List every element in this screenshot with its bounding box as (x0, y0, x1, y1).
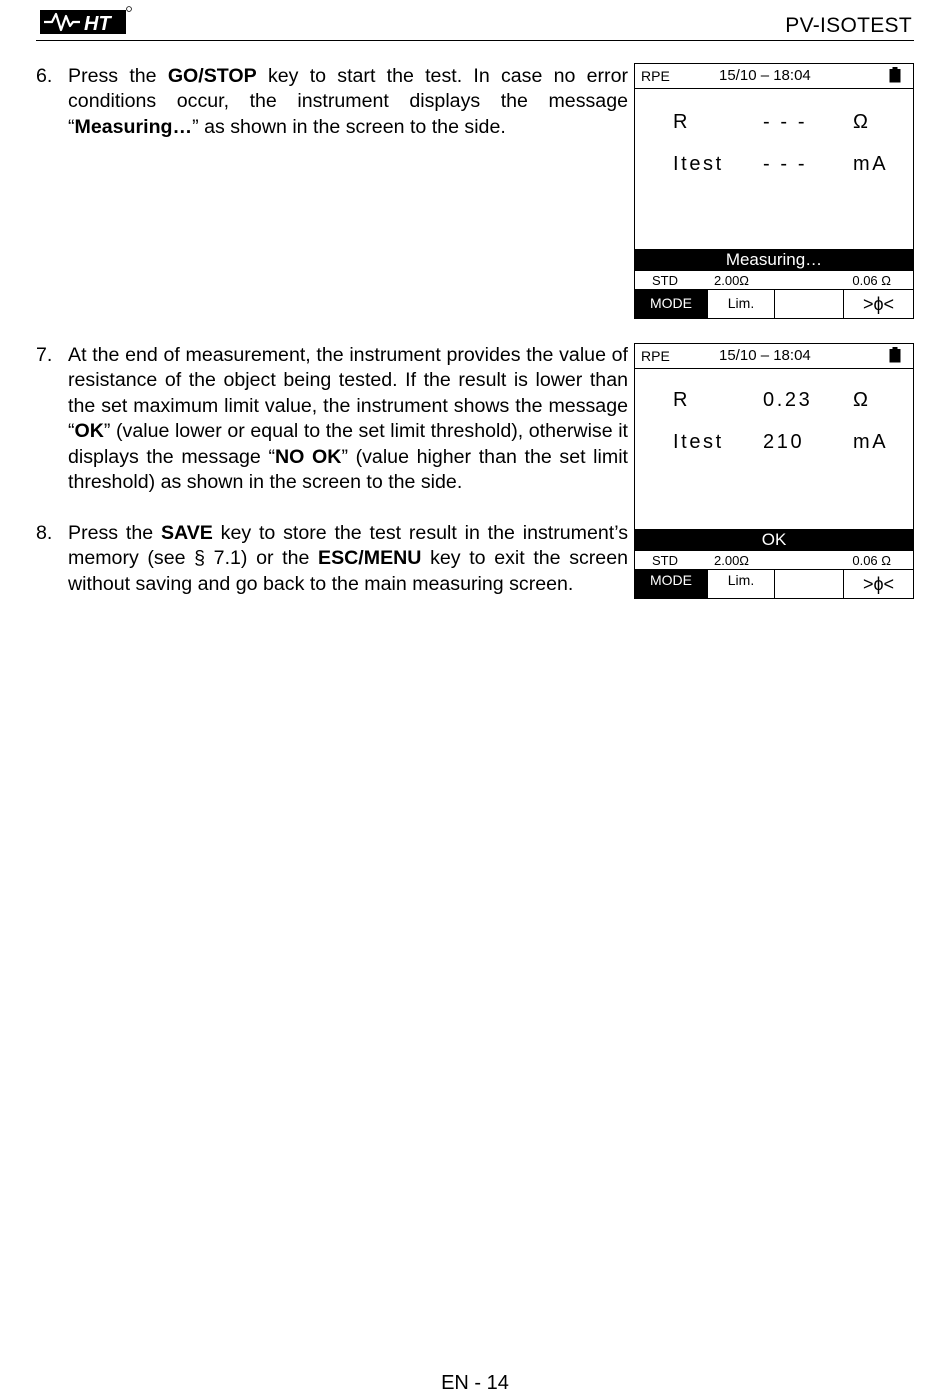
battery-icon (889, 67, 901, 83)
softkey-empty[interactable] (775, 290, 844, 318)
text-run: key to exit the screen without saving and go back to the main measuring screen. (68, 547, 629, 595)
reading-label-r: R (673, 389, 691, 411)
key-name-go-stop: GO/STOP (167, 65, 257, 87)
text-run: ” as shown in the screen to the side. (192, 115, 506, 138)
softkey-limit-label: Lim. (727, 572, 755, 588)
param-limit: 2.00Ω (714, 273, 750, 288)
text-run: At the end of measurement, the instrument provides the value of resistance of the object being tested. If the result is lower than the set maximum limit value, the instrument shows the message “ (68, 344, 628, 443)
reading-unit-r: Ω (853, 111, 871, 133)
softkey-limit[interactable] (708, 290, 775, 318)
step-text (68, 343, 628, 495)
screen-params-row (635, 551, 913, 570)
screen-readings (635, 369, 913, 529)
reading-unit-itest: mA (853, 153, 889, 175)
header-divider (36, 40, 914, 41)
softkey-mode[interactable] (635, 290, 708, 318)
reading-value-itest: 210 (763, 431, 805, 453)
screen-status-message: Measuring… (635, 249, 913, 271)
softkey-limit-label: Lim. (727, 295, 755, 311)
screen-status-message: OK (635, 529, 913, 551)
screen-datetime: 15/10 – 18:04 (719, 347, 811, 364)
step-number: 7. (36, 344, 53, 366)
param-limit: 2.00Ω (714, 553, 750, 568)
reading-unit-itest: mA (853, 431, 889, 453)
text-run: Press the (68, 522, 161, 544)
reading-unit-r: Ω (853, 389, 871, 411)
page-number: EN - 14 (441, 1372, 509, 1394)
reading-value-r: 0.23 (763, 389, 813, 411)
text-run: ” (value lower or equal to the set limit threshold), otherwise it displays the message “ (68, 420, 628, 468)
reading-label-r: R (673, 111, 691, 133)
battery-icon (889, 347, 901, 363)
softkey-zero-offset-label: >ϕ< (862, 294, 895, 314)
instrument-screen-result (634, 343, 914, 599)
screen-mode-label: RPE (641, 348, 670, 364)
softkey-mode-label: MODE (650, 295, 692, 311)
reading-label-itest: Itest (673, 431, 724, 453)
key-name-save: SAVE (160, 522, 213, 544)
step-6 (36, 64, 628, 140)
message-measuring: Measuring… (74, 115, 193, 138)
text-run: key to start the test. In case no error conditions occur, the instrument displays the message “ (68, 65, 628, 138)
step-text (68, 521, 628, 597)
document-title: PV-ISOTEST (785, 14, 912, 37)
screen-status-bar (635, 344, 913, 369)
softkey-zero-offset[interactable] (844, 290, 913, 318)
step-8 (36, 521, 628, 597)
reading-label-itest: Itest (673, 153, 724, 175)
message-no-ok: NO OK (275, 445, 342, 468)
param-offset: 0.06 Ω (852, 553, 891, 568)
reading-value-r: - - - (763, 111, 808, 133)
softkey-zero-offset[interactable] (844, 570, 913, 598)
screen-mode-label: RPE (641, 68, 670, 84)
screen-softkeys (635, 570, 913, 598)
reading-value-itest: - - - (763, 153, 808, 175)
text-run: ” (value higher than the set limit threshold) as shown in the screen to the side. (68, 445, 629, 494)
step-text (68, 64, 628, 140)
ht-logo (40, 4, 132, 36)
step-number: 6. (36, 65, 53, 87)
softkey-limit[interactable] (708, 570, 775, 598)
message-ok: OK (74, 420, 104, 443)
param-standard: STD (652, 553, 678, 568)
softkey-empty[interactable] (775, 570, 844, 598)
instrument-screen-measuring (634, 63, 914, 319)
screen-params-row (635, 271, 913, 290)
screen-readings (635, 89, 913, 249)
param-offset: 0.06 Ω (852, 273, 891, 288)
text-run: Press the (68, 65, 168, 87)
screen-softkeys (635, 290, 913, 318)
param-standard: STD (652, 273, 678, 288)
softkey-mode[interactable] (635, 570, 708, 598)
screen-status-bar (635, 64, 913, 89)
step-7 (36, 343, 628, 495)
softkey-zero-offset-label: >ϕ< (862, 574, 895, 594)
screen-datetime: 15/10 – 18:04 (719, 67, 811, 84)
step-number: 8. (36, 522, 53, 544)
text-run: key to store the test result in the instrument’s memory (see § 7.1) or the (68, 522, 628, 570)
key-name-esc-menu: ESC/MENU (318, 547, 422, 570)
ht-logo-text: HT (84, 13, 111, 35)
softkey-mode-label: MODE (650, 572, 692, 588)
